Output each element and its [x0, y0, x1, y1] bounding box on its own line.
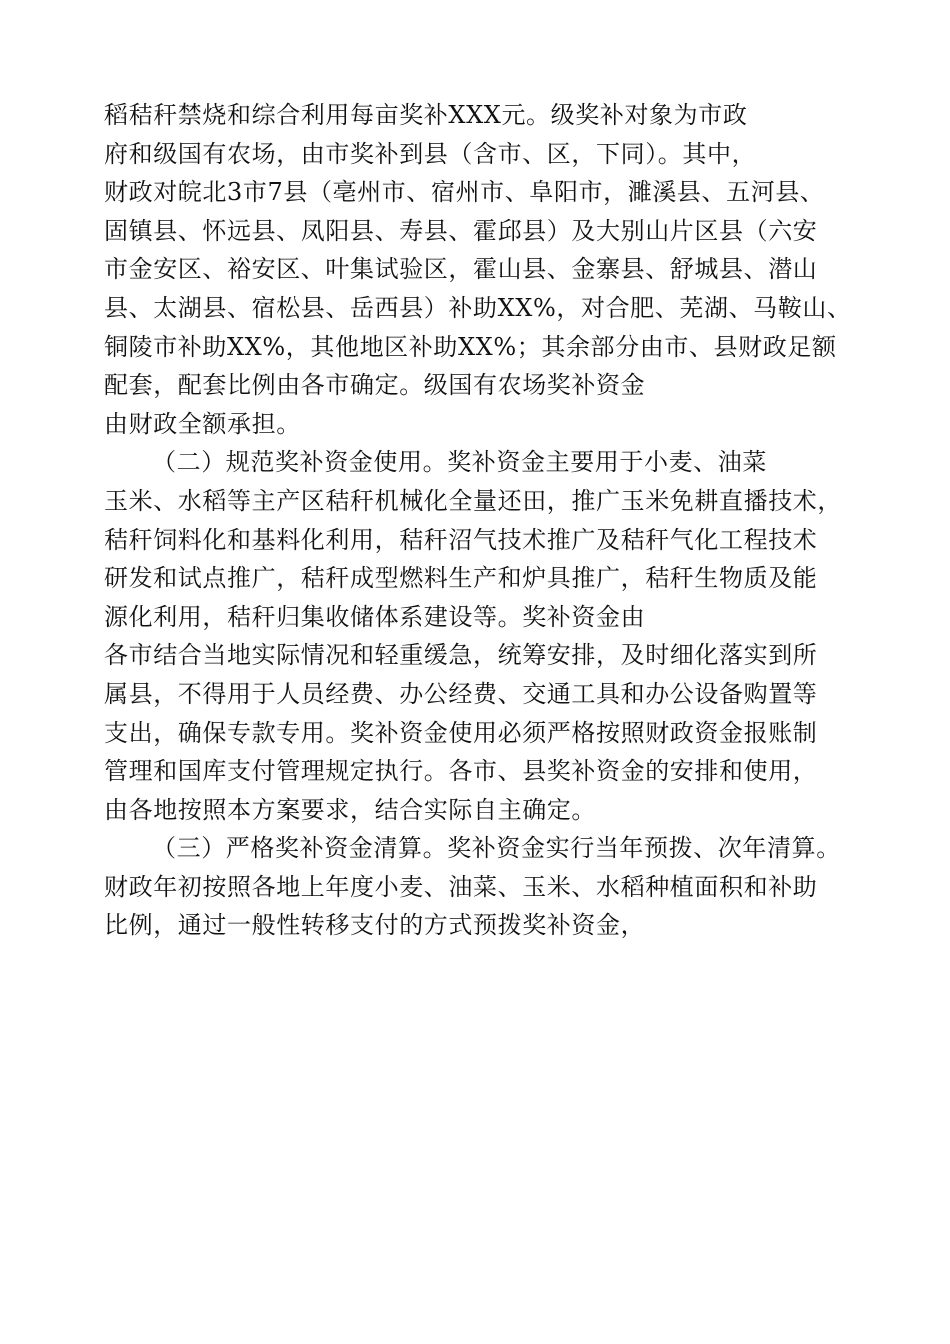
text-line: 秸秆饲料化和基料化利用，秸秆沼气技术推广及秸秆气化工程技术	[104, 525, 818, 554]
text-line: 各市结合当地实际情况和轻重缓急，统筹安排，及时细化落实到所	[104, 641, 818, 670]
text-line: 由财政全额承担。	[104, 409, 301, 438]
text-line: 稻秸秆禁烧和综合利用每亩奖补XXX元。级奖补对象为市政	[104, 101, 748, 129]
text-line: 铜陵市补助XX%，其他地区补助XX%；其余部分由市、县财政足额	[104, 332, 837, 361]
section-heading-line: （二）规范奖补资金使用。奖补资金主要用于小麦、油菜	[152, 448, 767, 477]
text-line: 固镇县、怀远县、凤阳县、寿县、霍邱县）及大别山片区县（六安	[104, 216, 818, 245]
text-line: 配套，配套比例由各市确定。级国有农场奖补资金	[104, 371, 646, 400]
text-line: 县、太湖县、宿松县、岳西县）补助XX%，对合肥、芜湖、马鞍山、	[104, 293, 852, 322]
document-body	[104, 96, 864, 945]
text-line: 管理和国库支付管理规定执行。各市、县奖补资金的安排和使用，	[104, 757, 818, 786]
text-line: 支出，确保专款专用。奖补资金使用必须严格按照财政资金报账制	[104, 718, 818, 747]
text-line: 研发和试点推广，秸秆成型燃料生产和炉具推广，秸秆生物质及能	[104, 564, 818, 593]
text-line: 财政年初按照各地上年度小麦、油菜、玉米、水稻种植面积和补助	[104, 872, 818, 901]
section-heading-line: （三）严格奖补资金清算。奖补资金实行当年预拨、次年清算。	[152, 834, 841, 863]
text-line: 市金安区、裕安区、叶集试验区，霍山县、金寨县、舒城县、潜山	[104, 255, 818, 284]
text-line: 玉米、水稻等主产区秸秆机械化全量还田，推广玉米免耕直播技术，	[104, 486, 842, 515]
text-line: 属县，不得用于人员经费、办公经费、交通工具和办公设备购置等	[104, 679, 818, 708]
text-line: 由各地按照本方案要求，结合实际自主确定。	[104, 795, 596, 824]
text-line: 比例，通过一般性转移支付的方式预拨奖补资金，	[104, 911, 646, 940]
text-line: 府和级国有农场，由市奖补到县（含市、区，下同）。其中，	[104, 139, 757, 168]
text-line: 财政对皖北3市7县（亳州市、宿州市、阜阳市，濉溪县、五河县、	[104, 178, 825, 207]
text-line: 源化利用，秸秆归集收储体系建设等。奖补资金由	[104, 602, 646, 631]
